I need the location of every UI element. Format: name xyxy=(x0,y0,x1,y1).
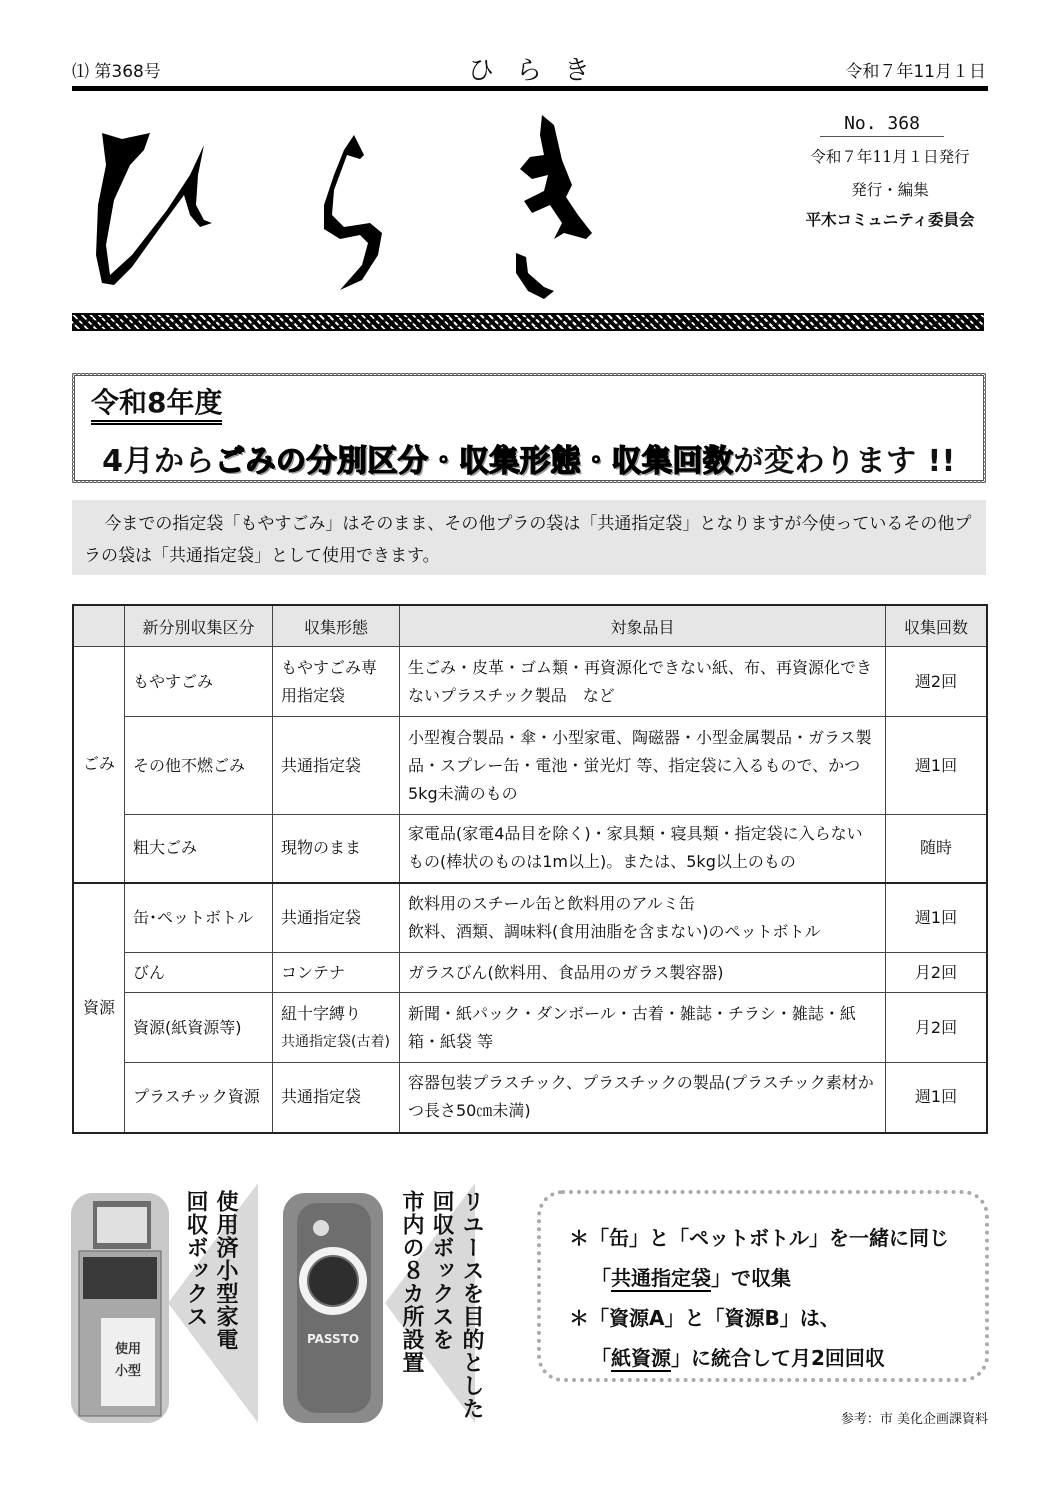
group-label-shigen: 資源 xyxy=(73,883,125,1133)
caption-small-appliance xyxy=(180,1190,240,1430)
row-frequency: 週1回 xyxy=(886,717,988,815)
publisher-name: 平木コミュニティ委員会 xyxy=(805,211,975,229)
row-items xyxy=(400,883,886,953)
headline-year: 令和8年度 xyxy=(91,388,222,425)
collection-rules-table xyxy=(72,604,988,1134)
note-suffix: で収集 xyxy=(731,1266,791,1290)
passto-label: PASSTO xyxy=(306,1332,360,1346)
note-line-4: 「紙資源」に統合して月2回回収 xyxy=(591,1346,885,1370)
row-items-line: 飲料用のスチール缶と飲料用のアルミ缶 xyxy=(408,893,695,913)
row-items: 家電品(家電4品目を除く)・家具類・寝具類・指定袋に入らないもの(棒状のものは1m以上)。または、5kg以上のもの xyxy=(400,815,886,883)
caption-line: 回収ボックスを xyxy=(429,1190,454,1351)
running-title: ひらき xyxy=(467,56,612,86)
row-type: プラスチック資源 xyxy=(125,1063,273,1133)
intro-paragraph xyxy=(72,500,986,575)
row-items: 生ごみ・皮革・ゴム類・再資源化できない紙、布、再資源化できないプラスチック製品 など xyxy=(400,647,886,717)
note-suffix: に統合して月2回回収 xyxy=(691,1346,885,1370)
row-frequency: 月2回 xyxy=(886,993,988,1063)
row-frequency: 週1回 xyxy=(886,883,988,953)
row-type: 粗大ごみ xyxy=(125,815,273,883)
row-items: 新聞・紙パック・ダンボール・古着・雑誌・チラシ・雑誌・紙箱・紙袋 等 xyxy=(400,993,886,1063)
note-underlined: 共通指定袋 xyxy=(611,1266,711,1290)
table-header-row xyxy=(73,605,987,647)
calligraphy-logo-icon xyxy=(92,105,712,305)
row-frequency: 週1回 xyxy=(886,1063,988,1133)
table-row xyxy=(73,815,987,883)
row-items: 容器包装プラスチック、プラスチックの製品(プラスチック素材かつ長さ50㎝未満) xyxy=(400,1063,886,1133)
table-row xyxy=(73,883,987,953)
row-frequency: 月2回 xyxy=(886,953,988,993)
headline-box xyxy=(72,373,986,483)
row-items: 小型複合製品・傘・小型家電、陶磁器・小型金属製品・ガラス製品・スプレー缶・電池・蛍光灯 等、指定袋に入るもので、かつ5kg未満のもの xyxy=(400,717,886,815)
row-items: ガラスびん(飲料用、食品用のガラス製容器) xyxy=(400,953,886,993)
running-date: 令和７年11月１日 xyxy=(845,62,986,82)
small-appliance-box-photo xyxy=(71,1193,169,1423)
row-method: コンテナ xyxy=(273,953,400,993)
page-issue-number: ⑴ 第368号 xyxy=(72,62,161,82)
group-label-gomi: ごみ xyxy=(73,647,125,883)
row-frequency: 随時 xyxy=(886,815,988,883)
headline-outlined: ごみの分別区分・収集形態・収集回数 xyxy=(215,444,734,479)
note-line-1: ＊「缶」と「ペットボトル」を一緒に同じ xyxy=(569,1226,949,1250)
passto-box-photo-icon xyxy=(283,1193,383,1423)
header-frequency: 収集回数 xyxy=(886,605,988,647)
caption-line: リユースを目的とした xyxy=(459,1190,484,1420)
table-row xyxy=(73,647,987,717)
headline-prefix: 4月から xyxy=(102,444,216,479)
row-type: もやすごみ xyxy=(125,647,273,717)
intro-text: 今までの指定袋「もやすごみ」はそのまま、その他プラの袋は「共通指定袋」となりますが今使っているその他プラの袋は「共通指定袋」として使用できます。 xyxy=(84,514,972,566)
caption-line: 使用済小型家電 xyxy=(213,1190,238,1351)
caption-line: 市内の８カ所設置 xyxy=(399,1190,424,1374)
row-type: びん xyxy=(125,953,273,993)
row-type: 資源(紙資源等) xyxy=(125,993,273,1063)
caption-reuse-box xyxy=(396,1190,486,1430)
reuse-box-photo xyxy=(283,1193,383,1423)
note-line-2: 「共通指定袋」で収集 xyxy=(591,1266,791,1290)
row-type: 缶･ペットボトル xyxy=(125,883,273,953)
recycling-box-photo-icon xyxy=(71,1193,169,1423)
notes-box xyxy=(537,1190,989,1382)
row-items-line: 飲料、酒類、調味料(食用油脂を含まない)のペットボトル xyxy=(408,921,821,941)
ornamental-border xyxy=(72,313,984,331)
svg-text:使用: 使用 xyxy=(114,1342,142,1357)
header-items: 対象品目 xyxy=(400,605,886,647)
svg-text:小型: 小型 xyxy=(114,1364,142,1379)
table-row xyxy=(73,953,987,993)
table-row xyxy=(73,993,987,1063)
masthead-logo xyxy=(92,105,712,305)
table-row xyxy=(73,717,987,815)
row-type: その他不燃ごみ xyxy=(125,717,273,815)
note-underlined: 紙資源 xyxy=(611,1346,671,1370)
row-method xyxy=(273,993,400,1063)
headline-suffix: が変わります !! xyxy=(733,444,956,479)
headline-main xyxy=(75,436,983,480)
issue-date: 令和７年11月１日発行 xyxy=(810,148,970,166)
caption-line: 回収ボックス xyxy=(183,1190,208,1328)
row-method: 共通指定袋 xyxy=(273,1063,400,1133)
header-rule xyxy=(72,86,988,91)
header-blank xyxy=(73,605,125,647)
row-method-line: 紐十字縛り xyxy=(281,1003,362,1023)
header-method: 収集形態 xyxy=(273,605,400,647)
header-category: 新分別収集区分 xyxy=(125,605,273,647)
row-method-line: 共通指定袋(古着) xyxy=(281,1033,390,1050)
issue-number: No. 368 xyxy=(820,113,944,137)
table-row xyxy=(73,1063,987,1133)
row-method: 現物のまま xyxy=(273,815,400,883)
row-method: 共通指定袋 xyxy=(273,717,400,815)
row-frequency: 週2回 xyxy=(886,647,988,717)
note-line-3: ＊「資源A」と「資源B」は、 xyxy=(569,1306,840,1330)
row-method: 共通指定袋 xyxy=(273,883,400,953)
publisher-label: 発行・編集 xyxy=(851,181,929,199)
source-citation: 参考：市 美化企画課資料 xyxy=(840,1412,988,1427)
row-method: もやすごみ専用指定袋 xyxy=(273,647,400,717)
